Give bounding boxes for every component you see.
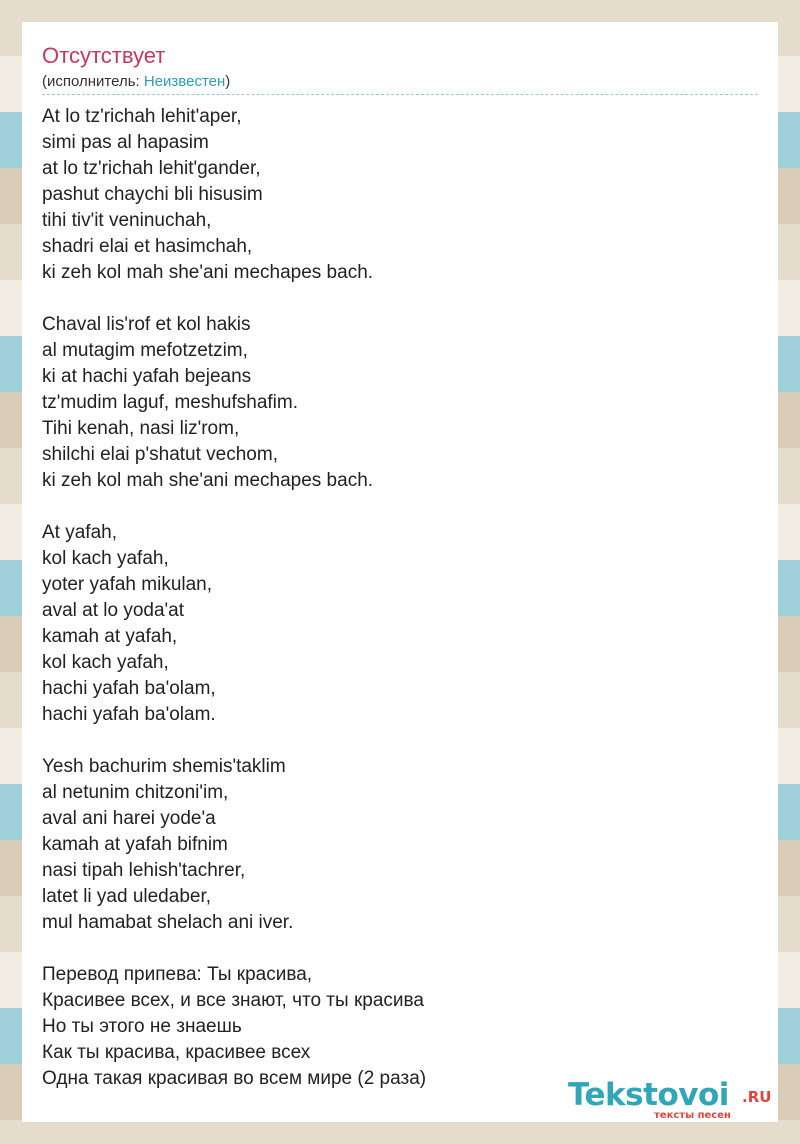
lyrics-body <box>42 104 758 1118</box>
lyrics-stanza <box>42 754 758 936</box>
lyrics-line: nasi tipah lehish'tachrer, <box>42 860 246 881</box>
lyrics-line: Красивее всех, и все знают, что ты красива <box>42 990 424 1011</box>
lyrics-line: latet li yad uledaber, <box>42 886 212 907</box>
lyrics-line: Перевод припева: Ты красива, <box>42 964 313 985</box>
lyrics-line: pashut chaychi bli hisusim <box>42 184 263 205</box>
lyrics-card <box>22 22 778 1122</box>
lyrics-line: Как ты красива, красивее всех <box>42 1042 311 1063</box>
logo-name: Tekstovoi <box>568 1077 729 1113</box>
artist-suffix: ) <box>225 73 231 90</box>
lyrics-line: yoter yafah mikulan, <box>42 574 213 595</box>
lyrics-line: kol kach yafah, <box>42 652 169 673</box>
lyrics-line: al mutagim mefotzetzim, <box>42 340 248 361</box>
lyrics-line: At lo tz'richah lehit'aper, <box>42 106 242 127</box>
lyrics-line: ki at hachi yafah bejeans <box>42 366 252 387</box>
lyrics-line: Одна такая красивая во всем мире (2 раза) <box>42 1068 427 1089</box>
artist-link[interactable]: Неизвестен <box>143 73 226 90</box>
lyrics-line: aval at lo yoda'at <box>42 600 184 621</box>
lyrics-line: mul hamabat shelach ani iver. <box>42 912 294 933</box>
lyrics-line: ki zeh kol mah she'ani mechapes bach. <box>42 470 374 491</box>
artist-line <box>42 73 230 91</box>
lyrics-line: Yesh bachurim shemis'taklim <box>42 756 286 777</box>
lyrics-line: hachi yafah ba'olam. <box>42 704 216 725</box>
lyrics-line: kamah at yafah, <box>42 626 178 647</box>
lyrics-line: kol kach yafah, <box>42 548 169 569</box>
logo-tagline: тексты песен <box>654 1110 731 1121</box>
lyrics-line: Но ты этого не знаешь <box>42 1016 242 1037</box>
lyrics-line: Chaval lis'rof et kol hakis <box>42 314 251 335</box>
lyrics-line: kamah at yafah bifnim <box>42 834 228 855</box>
lyrics-line: tz'mudim laguf, meshufshafim. <box>42 392 298 413</box>
lyrics-line: simi pas al hapasim <box>42 132 209 153</box>
lyrics-stanza <box>42 104 758 286</box>
site-logo[interactable] <box>568 1078 778 1122</box>
lyrics-line: al netunim chitzoni'im, <box>42 782 229 803</box>
lyrics-stanza <box>42 520 758 728</box>
title-divider <box>42 94 758 95</box>
lyrics-line: ki zeh kol mah she'ani mechapes bach. <box>42 262 374 283</box>
lyrics-line: tihi tiv'it veninuchah, <box>42 210 212 231</box>
lyrics-line: at lo tz'richah lehit'gander, <box>42 158 261 179</box>
logo-tld: .RU <box>742 1088 772 1106</box>
lyrics-line: Tihi kenah, nasi liz'rom, <box>42 418 240 439</box>
lyrics-line: shadri elai et hasimchah, <box>42 236 253 257</box>
artist-prefix: (исполнитель: <box>42 73 144 90</box>
lyrics-stanza <box>42 312 758 494</box>
lyrics-line: hachi yafah ba'olam, <box>42 678 216 699</box>
lyrics-line: aval ani harei yode'a <box>42 808 216 829</box>
lyrics-stanza <box>42 962 758 1092</box>
lyrics-line: shilchi elai p'shatut vechom, <box>42 444 278 465</box>
lyrics-line: At yafah, <box>42 522 117 543</box>
song-title: Отсутствует <box>42 43 166 68</box>
